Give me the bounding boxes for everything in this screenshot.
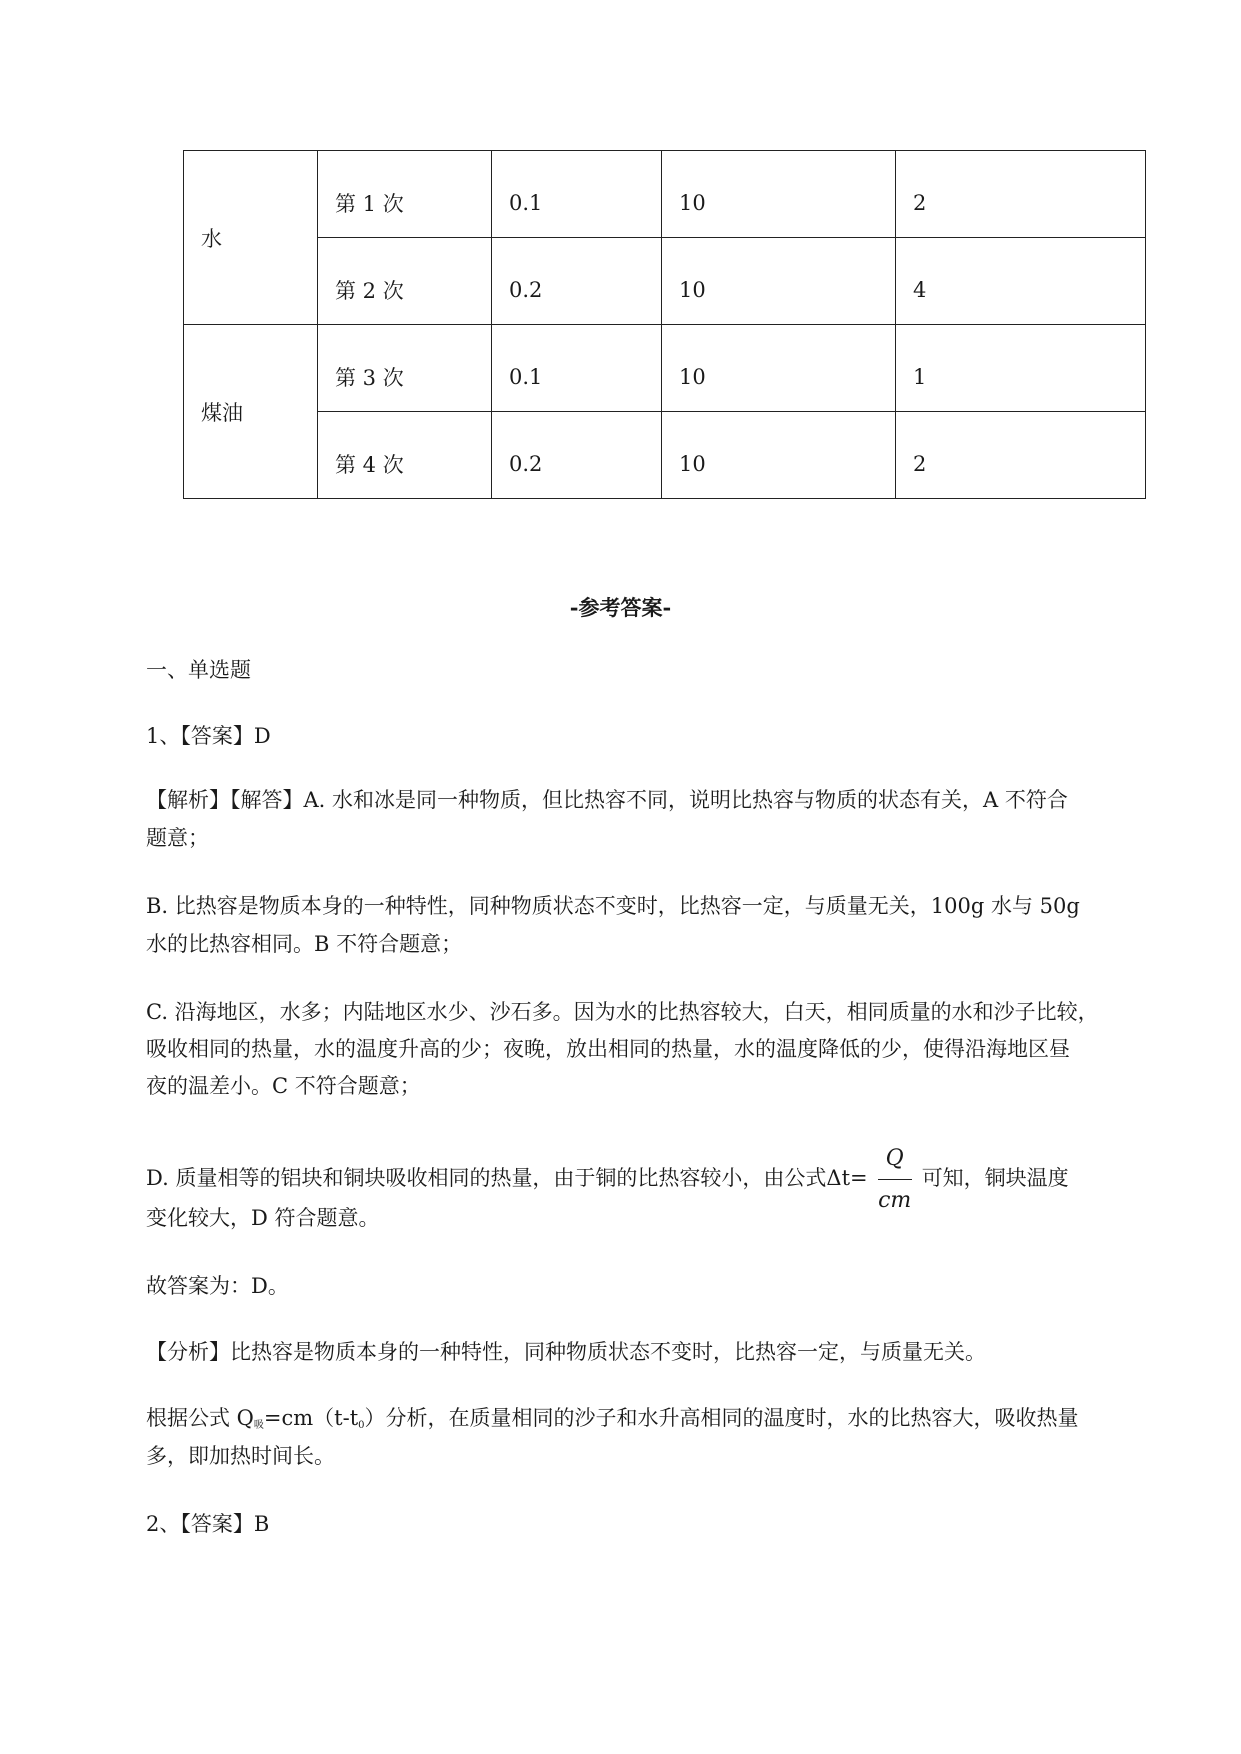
q1-option-d-cont: 变化较大，D 符合题意。 bbox=[146, 1206, 380, 1230]
q1-option-c: C. 沿海地区，水多；内陆地区水少、沙石多。因为水的比热容较大，白天，相同质量的水和沙子比较， bbox=[146, 1000, 1099, 1024]
trial-cell: 第 4 次 bbox=[318, 412, 492, 499]
q1-answer: 1、【答案】D bbox=[146, 724, 271, 748]
option-d-text: D. 质量相等的铝块和铜块吸收相同的热量，由于铜的比热容较小，由公式Δt= bbox=[146, 1166, 868, 1190]
q1-conclusion: 故答案为：D。 bbox=[146, 1274, 289, 1298]
q1-analysis-a bbox=[146, 782, 1151, 819]
trial-cell: 第 1 次 bbox=[318, 151, 492, 238]
answer-heading: -参考答案- bbox=[569, 595, 672, 620]
table-row bbox=[184, 325, 1146, 412]
analysis-label: 【解析】【解答】 bbox=[146, 788, 304, 812]
experiment-table bbox=[183, 150, 1146, 499]
q1-option-b: B. 比热容是物质本身的一种特性，同种物质状态不变时，比热容一定，与质量无关，100g 水与 50g bbox=[146, 894, 1080, 918]
option-d-text-after: 可知，铜块温度 bbox=[921, 1166, 1069, 1190]
fenxi-text: 比热容是物质本身的一种特性，同种物质状态不变时，比热容一定，与质量无关。 bbox=[230, 1340, 986, 1364]
time-cell: 1 bbox=[896, 325, 1146, 412]
q1-formula-cont: 多，即加热时间长。 bbox=[146, 1444, 335, 1468]
q1-option-c-cont2: 夜的温差小。C 不符合题意； bbox=[146, 1074, 421, 1098]
formula-subscript: 吸 bbox=[253, 1420, 264, 1431]
q2-answer: 2、【答案】B bbox=[146, 1512, 270, 1536]
formula-rest: ）分析，在质量相同的沙子和水升高相同的温度时，水的比热容大，吸收热量 bbox=[364, 1406, 1079, 1430]
time-cell: 4 bbox=[896, 238, 1146, 325]
material-cell: 煤油 bbox=[184, 325, 318, 499]
formula-middle: =cm（t-t bbox=[263, 1406, 359, 1430]
q1-option-c-cont1: 吸收相同的热量，水的温度升高的少；夜晚，放出相同的热量，水的温度降低的少，使得沿海地区昼 bbox=[146, 1037, 1070, 1061]
mass-cell: 0.1 bbox=[492, 325, 662, 412]
formula-prefix: 根据公式 Q bbox=[146, 1406, 254, 1430]
time-cell: 2 bbox=[896, 151, 1146, 238]
formula-subscript: 0 bbox=[358, 1420, 365, 1431]
temp-change-cell: 10 bbox=[662, 412, 896, 499]
section-title: 一、单选题 bbox=[146, 658, 251, 682]
time-cell: 2 bbox=[896, 412, 1146, 499]
table-row bbox=[184, 238, 1146, 325]
fenxi-label: 【分析】 bbox=[146, 1340, 230, 1364]
mass-cell: 0.2 bbox=[492, 238, 662, 325]
mass-cell: 0.1 bbox=[492, 151, 662, 238]
option-a-text: A. 水和冰是同一种物质，但比热容不同，说明比热容与物质的状态有关，A 不符合 bbox=[303, 788, 1068, 812]
temp-change-cell: 10 bbox=[662, 151, 896, 238]
q1-option-b-cont: 水的比热容相同。B 不符合题意； bbox=[146, 932, 463, 956]
table-row bbox=[184, 151, 1146, 238]
trial-cell: 第 2 次 bbox=[318, 238, 492, 325]
q1-fenxi bbox=[146, 1334, 1151, 1371]
fraction-denominator: cm bbox=[878, 1188, 912, 1213]
temp-change-cell: 10 bbox=[662, 325, 896, 412]
fraction-numerator: Q bbox=[878, 1140, 912, 1180]
q1-analysis-a-cont: 题意； bbox=[146, 826, 209, 850]
mass-cell: 0.2 bbox=[492, 412, 662, 499]
table-row bbox=[184, 412, 1146, 499]
material-cell: 水 bbox=[184, 151, 318, 325]
trial-cell: 第 3 次 bbox=[318, 325, 492, 412]
temp-change-cell: 10 bbox=[662, 238, 896, 325]
